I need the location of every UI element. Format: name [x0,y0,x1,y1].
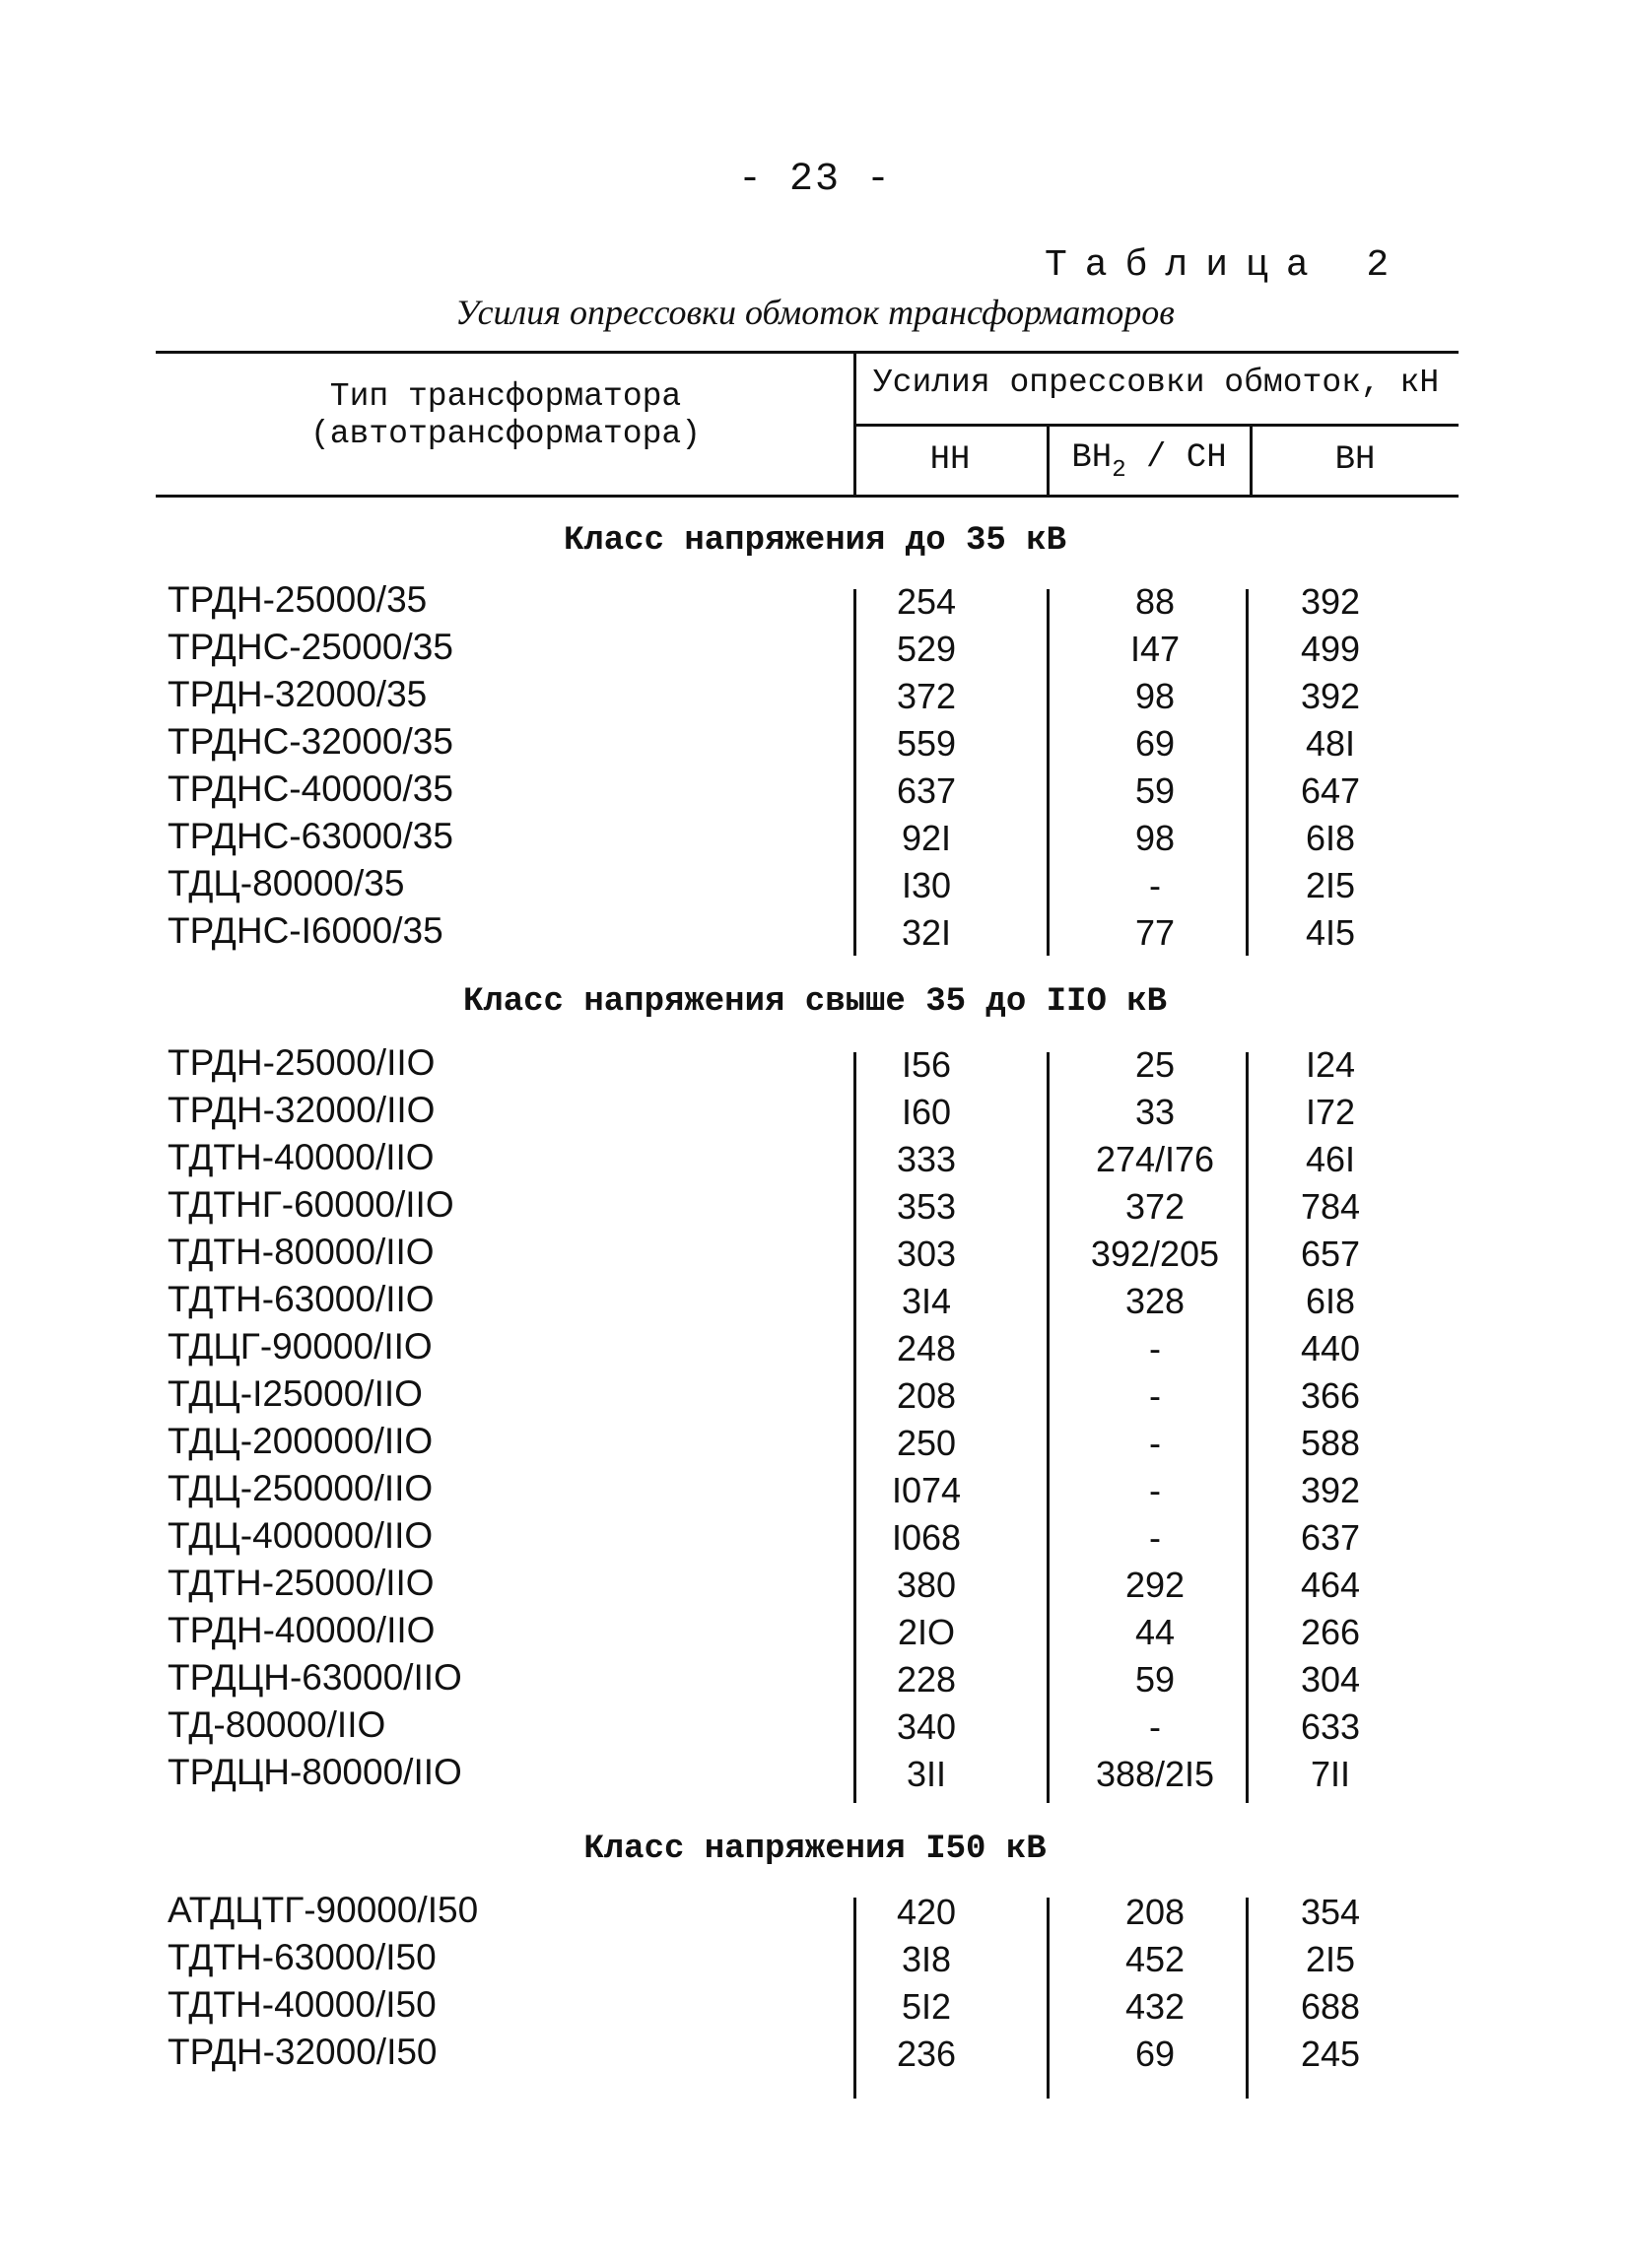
row-vn2-sn: 98 [1134,818,1176,858]
row-type: ТДЦ-I25000/IIO [168,1373,423,1414]
page-number: - 23 - [737,158,893,202]
row-nn: 372 [896,676,957,716]
header-col-vn2-sub: 2 [1112,457,1126,484]
row-vn2-sn: - [1149,1517,1161,1558]
row-vn: 784 [1300,1186,1361,1227]
row-vn2-sn: 208 [1124,1892,1186,1932]
row-type: ТРДНС-32000/35 [168,721,453,762]
row-vn2-sn: - [1149,1423,1161,1463]
header-col-vn2-base: ВН [1071,439,1113,477]
row-vn2-sn: 59 [1134,770,1176,811]
row-type: ТРДЦН-63000/IIO [168,1657,462,1698]
row-vn2-sn: 292 [1124,1565,1186,1605]
row-nn: 340 [896,1706,957,1747]
row-nn: 254 [896,581,957,622]
row-vn: 304 [1300,1659,1361,1700]
row-type: ТРДН-32000/IIO [168,1090,436,1130]
row-nn: 353 [896,1186,957,1227]
row-vn2-sn: 432 [1124,1986,1186,2027]
row-type: ТРДН-40000/IIO [168,1610,436,1650]
row-nn: 32I [901,912,952,953]
row-vn: 2I5 [1305,865,1356,905]
header-col-nn: НН [929,441,971,479]
row-nn: 248 [896,1328,957,1368]
row-vn2-sn: 33 [1134,1092,1176,1132]
header-col-vn2-sn [1049,439,1250,484]
row-vn: 266 [1300,1612,1361,1652]
row-vn: 354 [1300,1892,1361,1932]
header-group-rule [853,424,1459,427]
row-type: ТДТН-25000/IIO [168,1563,435,1603]
row-vn: 2I5 [1305,1939,1356,1979]
row-nn: I56 [901,1044,952,1085]
row-nn: 228 [896,1659,957,1700]
row-type: ТРДНС-40000/35 [168,768,453,809]
row-type: ТРДН-32000/I50 [168,2032,438,2072]
row-nn: 637 [896,770,957,811]
row-vn: 392 [1300,581,1361,622]
row-vn: 688 [1300,1986,1361,2027]
header-type-line1: Тип трансформатора [329,378,682,415]
section-title: Класс напряжения до 35 кВ [563,522,1067,560]
row-vn: 392 [1300,676,1361,716]
header-type-line2: (автотрансформатора) [309,416,702,452]
row-nn: 3I4 [901,1281,952,1321]
row-type: ТРДНС-25000/35 [168,627,453,667]
row-vn: 647 [1300,770,1361,811]
col-rule-vn2 [1047,1898,1050,2099]
row-vn: 633 [1300,1706,1361,1747]
row-vn2-sn: - [1149,865,1161,905]
row-type: ТРДН-32000/35 [168,674,428,714]
row-vn: I24 [1305,1044,1356,1085]
row-type: АТДЦТГ-90000/I50 [168,1890,479,1930]
row-type: ТДЦ-250000/IIO [168,1468,434,1508]
row-type: ТРДЦН-80000/IIO [168,1752,462,1792]
header-force-group: Усилия опрессовки обмоток, кН [872,365,1440,401]
row-type: ТРДН-25000/IIO [168,1042,436,1083]
row-vn2-sn: - [1149,1375,1161,1416]
row-type: ТРДНС-I6000/35 [168,910,443,951]
row-nn: 3I8 [901,1939,952,1979]
row-vn: 4I5 [1305,912,1356,953]
row-vn2-sn: 328 [1124,1281,1186,1321]
col-rule-vn2 [1047,589,1050,956]
row-nn: 420 [896,1892,957,1932]
row-vn2-sn: 88 [1134,581,1176,622]
row-vn: 366 [1300,1375,1361,1416]
row-nn: 236 [896,2034,957,2074]
row-vn: 46I [1305,1139,1356,1179]
row-type: ТД-80000/IIO [168,1704,386,1745]
row-type: ТДТН-63000/IIO [168,1279,435,1319]
table-title: Усилия опрессовки обмоток трансформаторов [455,293,1175,332]
row-vn2-sn: 69 [1134,2034,1176,2074]
row-vn2-sn: - [1149,1706,1161,1747]
row-type: ТДТНГ-60000/IIO [168,1184,454,1225]
row-nn: 5I2 [901,1986,952,2027]
row-vn2-sn: 388/2I5 [1095,1754,1215,1794]
row-nn: 2IO [897,1612,956,1652]
header-bottom-rule [156,495,1459,498]
row-vn: 7II [1310,1754,1351,1794]
row-vn2-sn: - [1149,1470,1161,1510]
row-nn: 380 [896,1565,957,1605]
row-nn: 3II [906,1754,947,1794]
row-vn: I72 [1305,1092,1356,1132]
row-type: ТДТН-40000/IIO [168,1137,435,1177]
col-rule-vn2 [1047,1052,1050,1803]
row-vn: 499 [1300,629,1361,669]
row-vn2-sn: 98 [1134,676,1176,716]
row-vn: 440 [1300,1328,1361,1368]
row-vn2-sn: 392/205 [1090,1234,1220,1274]
row-vn: 657 [1300,1234,1361,1274]
row-vn: 6I8 [1305,818,1356,858]
row-nn: 559 [896,723,957,764]
row-vn: 6I8 [1305,1281,1356,1321]
row-vn: 245 [1300,2034,1361,2074]
row-type: ТДТН-80000/IIO [168,1232,435,1272]
row-type: ТДЦ-200000/IIO [168,1421,434,1461]
row-nn: 529 [896,629,957,669]
row-vn: 392 [1300,1470,1361,1510]
header-col-vn: ВН [1334,441,1376,479]
row-vn2-sn: 44 [1134,1612,1176,1652]
row-nn: I068 [891,1517,962,1558]
row-nn: I30 [901,865,952,905]
row-type: ТРДНС-63000/35 [168,816,453,856]
header-col-vn2-rest: / СН [1146,439,1227,477]
row-vn2-sn: 25 [1134,1044,1176,1085]
row-vn: 464 [1300,1565,1361,1605]
row-vn: 637 [1300,1517,1361,1558]
table-label: Таблица 2 [1045,244,1407,287]
row-vn2-sn: 77 [1134,912,1176,953]
row-vn2-sn: 452 [1124,1939,1186,1979]
row-nn: I60 [901,1092,952,1132]
row-type: ТДЦ-80000/35 [168,863,405,903]
row-nn: 333 [896,1139,957,1179]
row-nn: 92I [901,818,952,858]
row-vn2-sn: 372 [1124,1186,1186,1227]
row-type: ТРДН-25000/35 [168,579,428,620]
row-vn: 48I [1305,723,1356,764]
row-vn2-sn: 69 [1134,723,1176,764]
row-type: ТДЦ-400000/IIO [168,1515,434,1556]
row-vn2-sn: I47 [1129,629,1181,669]
row-vn2-sn: - [1149,1328,1161,1368]
row-vn2-sn: 274/I76 [1095,1139,1215,1179]
row-type: ТДТН-40000/I50 [168,1984,437,2025]
row-nn: 303 [896,1234,957,1274]
row-vn2-sn: 59 [1134,1659,1176,1700]
table-top-rule [156,351,1459,354]
row-nn: 250 [896,1423,957,1463]
row-nn: I074 [891,1470,962,1510]
section-title: Класс напряжения свыше 35 до IIO кВ [462,983,1168,1021]
row-type: ТДТН-63000/I50 [168,1937,437,1977]
row-nn: 208 [896,1375,957,1416]
section-title: Класс напряжения I50 кВ [583,1831,1047,1868]
header-type [158,378,853,453]
row-type: ТДЦГ-90000/IIO [168,1326,433,1367]
row-vn: 588 [1300,1423,1361,1463]
